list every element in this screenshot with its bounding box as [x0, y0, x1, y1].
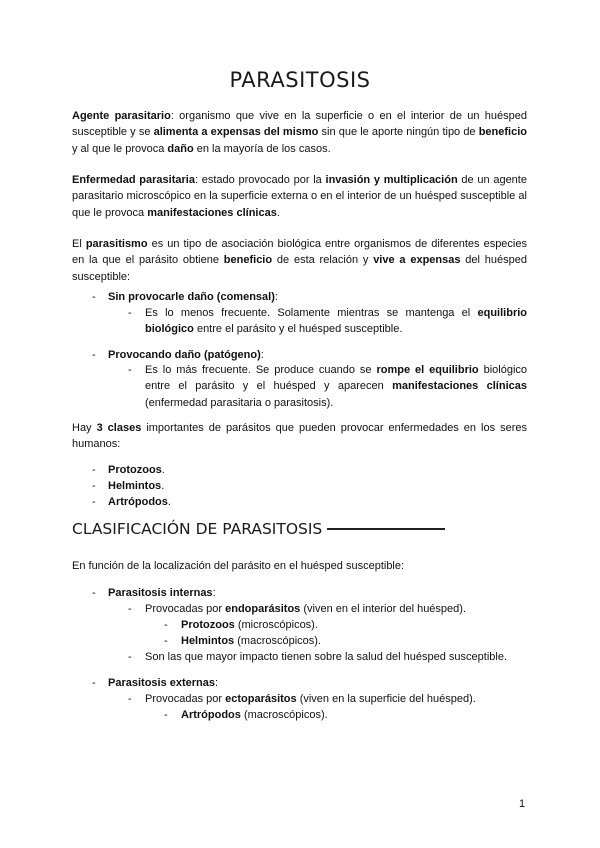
list-item-sin-danio-desc: [145, 305, 527, 338]
page-number: 1: [519, 798, 526, 810]
bold-text: 3 clases: [96, 422, 142, 434]
bold-text: Protozoos: [108, 464, 162, 476]
bullet-dash: -: [164, 709, 168, 721]
text: (viven en la superficie del huésped).: [296, 693, 476, 705]
bullet-dash: -: [92, 677, 96, 689]
text: :: [274, 291, 278, 303]
text: (enfermedad parasitaria o parasitosis).: [145, 396, 334, 409]
list-item-internas-protozoos: [181, 617, 318, 633]
bullet-dash: -: [128, 307, 132, 319]
text: (macroscópicos).: [240, 709, 328, 721]
bold-text: daño: [167, 142, 194, 155]
bold-text: Artrópodos: [181, 709, 241, 721]
bold-text: Protozoos: [181, 619, 235, 631]
bold-text: Agente parasitario: [72, 110, 171, 122]
text: .: [161, 464, 165, 476]
text: y al que le provoca: [72, 142, 168, 155]
list-item-internas-impacto: [145, 649, 507, 665]
bold-text: invasión y multiplicación: [325, 174, 458, 186]
text: En función de la localización del parásito en el huésped susceptible:: [72, 560, 405, 572]
text: (viven en el interior del huésped).: [300, 603, 467, 615]
bold-text: rompe el equilibrio: [376, 364, 479, 376]
text: es un tipo de asociación biológica entre organismos de diferentes especies en la que el parásito obtiene: [72, 238, 527, 267]
text: del huésped susceptible:: [72, 254, 527, 283]
list-item-helmintos: [108, 478, 164, 494]
text: :: [215, 677, 219, 689]
text: sin que le aporte ningún tipo de: [318, 126, 479, 139]
bold-text: Helmintos: [181, 635, 235, 647]
bullet-dash: -: [128, 603, 132, 615]
bold-text: Provocando daño (patógeno): [108, 349, 261, 361]
bold-text: beneficio: [478, 126, 527, 139]
text: :: [260, 349, 264, 361]
text: Provocadas por: [145, 693, 226, 705]
text: .: [276, 206, 280, 219]
paragraph-parasitismo: [72, 236, 527, 285]
bold-text: vive a expensas: [373, 254, 461, 267]
paragraph-agente-parasitario: [72, 108, 527, 157]
text: El: [72, 238, 86, 250]
bold-text: Enfermedad parasitaria: [72, 174, 195, 186]
bold-text: equilibrio biológico: [145, 307, 527, 336]
list-item-protozoos: [108, 462, 165, 478]
text: (macroscópicos).: [234, 635, 321, 647]
bold-text: beneficio: [223, 254, 273, 267]
list-item-con-danio-desc: [145, 362, 527, 411]
bold-text: Parasitosis externas: [108, 677, 216, 689]
text: :: [212, 587, 216, 599]
text: : estado provocado por la: [194, 174, 326, 186]
bold-text: Helmintos: [108, 480, 162, 492]
section-heading: [72, 520, 445, 538]
bullet-dash: -: [92, 496, 96, 508]
heading-rule: [327, 528, 445, 529]
text: .: [161, 480, 165, 492]
list-item-con-danio: [108, 347, 528, 363]
bullet-dash: -: [128, 364, 132, 376]
text: de un agente parasitario microscópico en la superficie externa o en el interior de un huésped susceptible al que le provoca: [72, 174, 527, 219]
text: Son las que mayor impacto tienen sobre la salud del huésped susceptible.: [145, 651, 508, 663]
paragraph-en-funcion: [72, 558, 404, 574]
text: Es lo más frecuente. Se produce cuando se: [145, 364, 377, 376]
section-heading-text: CLASIFICACIÓN DE PARASITOSIS: [72, 520, 323, 538]
list-item-internas-provocadas: [145, 601, 466, 617]
bold-text: endoparásitos: [225, 603, 301, 615]
page-title: PARASITOSIS: [229, 68, 371, 92]
bold-text: Parasitosis internas: [108, 587, 213, 599]
paragraph-enfermedad-parasitaria: [72, 172, 527, 221]
list-item-internas-helmintos: [181, 633, 321, 649]
text: Es lo menos frecuente. Solamente mientras se mantenga el: [145, 307, 478, 319]
bold-text: Sin provocarle daño (comensal): [108, 291, 275, 303]
bullet-dash: -: [164, 619, 168, 631]
bullet-dash: -: [92, 291, 96, 303]
bullet-dash: -: [92, 480, 96, 492]
text: entre el parásito y el huésped susceptible.: [193, 323, 403, 336]
bold-text: manifestaciones clínicas: [392, 380, 527, 393]
bullet-dash: -: [92, 349, 96, 361]
text: biológico entre el parásito y el huésped y aparecen: [145, 364, 528, 393]
bold-text: parasitismo: [85, 238, 148, 250]
text: (microscópicos).: [234, 619, 318, 631]
list-item-artropodos: [108, 494, 171, 510]
bold-text: alimenta a expensas del mismo: [153, 126, 319, 139]
list-item-externas-provocadas: [145, 691, 476, 707]
list-item-parasitosis-internas: [108, 585, 216, 601]
bullet-dash: -: [164, 635, 168, 647]
bullet-dash: -: [128, 651, 132, 663]
text: : organismo que vive en la superficie o en el interior de un huésped susceptible y se: [72, 110, 527, 139]
list-item-sin-danio: [108, 289, 528, 305]
list-item-externas-artropodos: [181, 707, 328, 723]
list-item-parasitosis-externas: [108, 675, 218, 691]
bold-text: manifestaciones clínicas: [147, 206, 277, 219]
text: en la mayoría de los casos.: [193, 142, 331, 155]
bold-text: ectoparásitos: [225, 693, 297, 705]
text: de esta relación y: [272, 254, 374, 267]
bullet-dash: -: [92, 464, 96, 476]
bullet-dash: -: [128, 693, 132, 705]
text: .: [167, 496, 171, 508]
text: importantes de parásitos que pueden provocar enfermedades en los seres humanos:: [72, 422, 527, 451]
bullet-dash: -: [92, 587, 96, 599]
text: Provocadas por: [145, 603, 226, 615]
bold-text: Artrópodos: [108, 496, 168, 508]
paragraph-tres-clases: [72, 420, 527, 453]
text: Hay: [72, 422, 97, 434]
